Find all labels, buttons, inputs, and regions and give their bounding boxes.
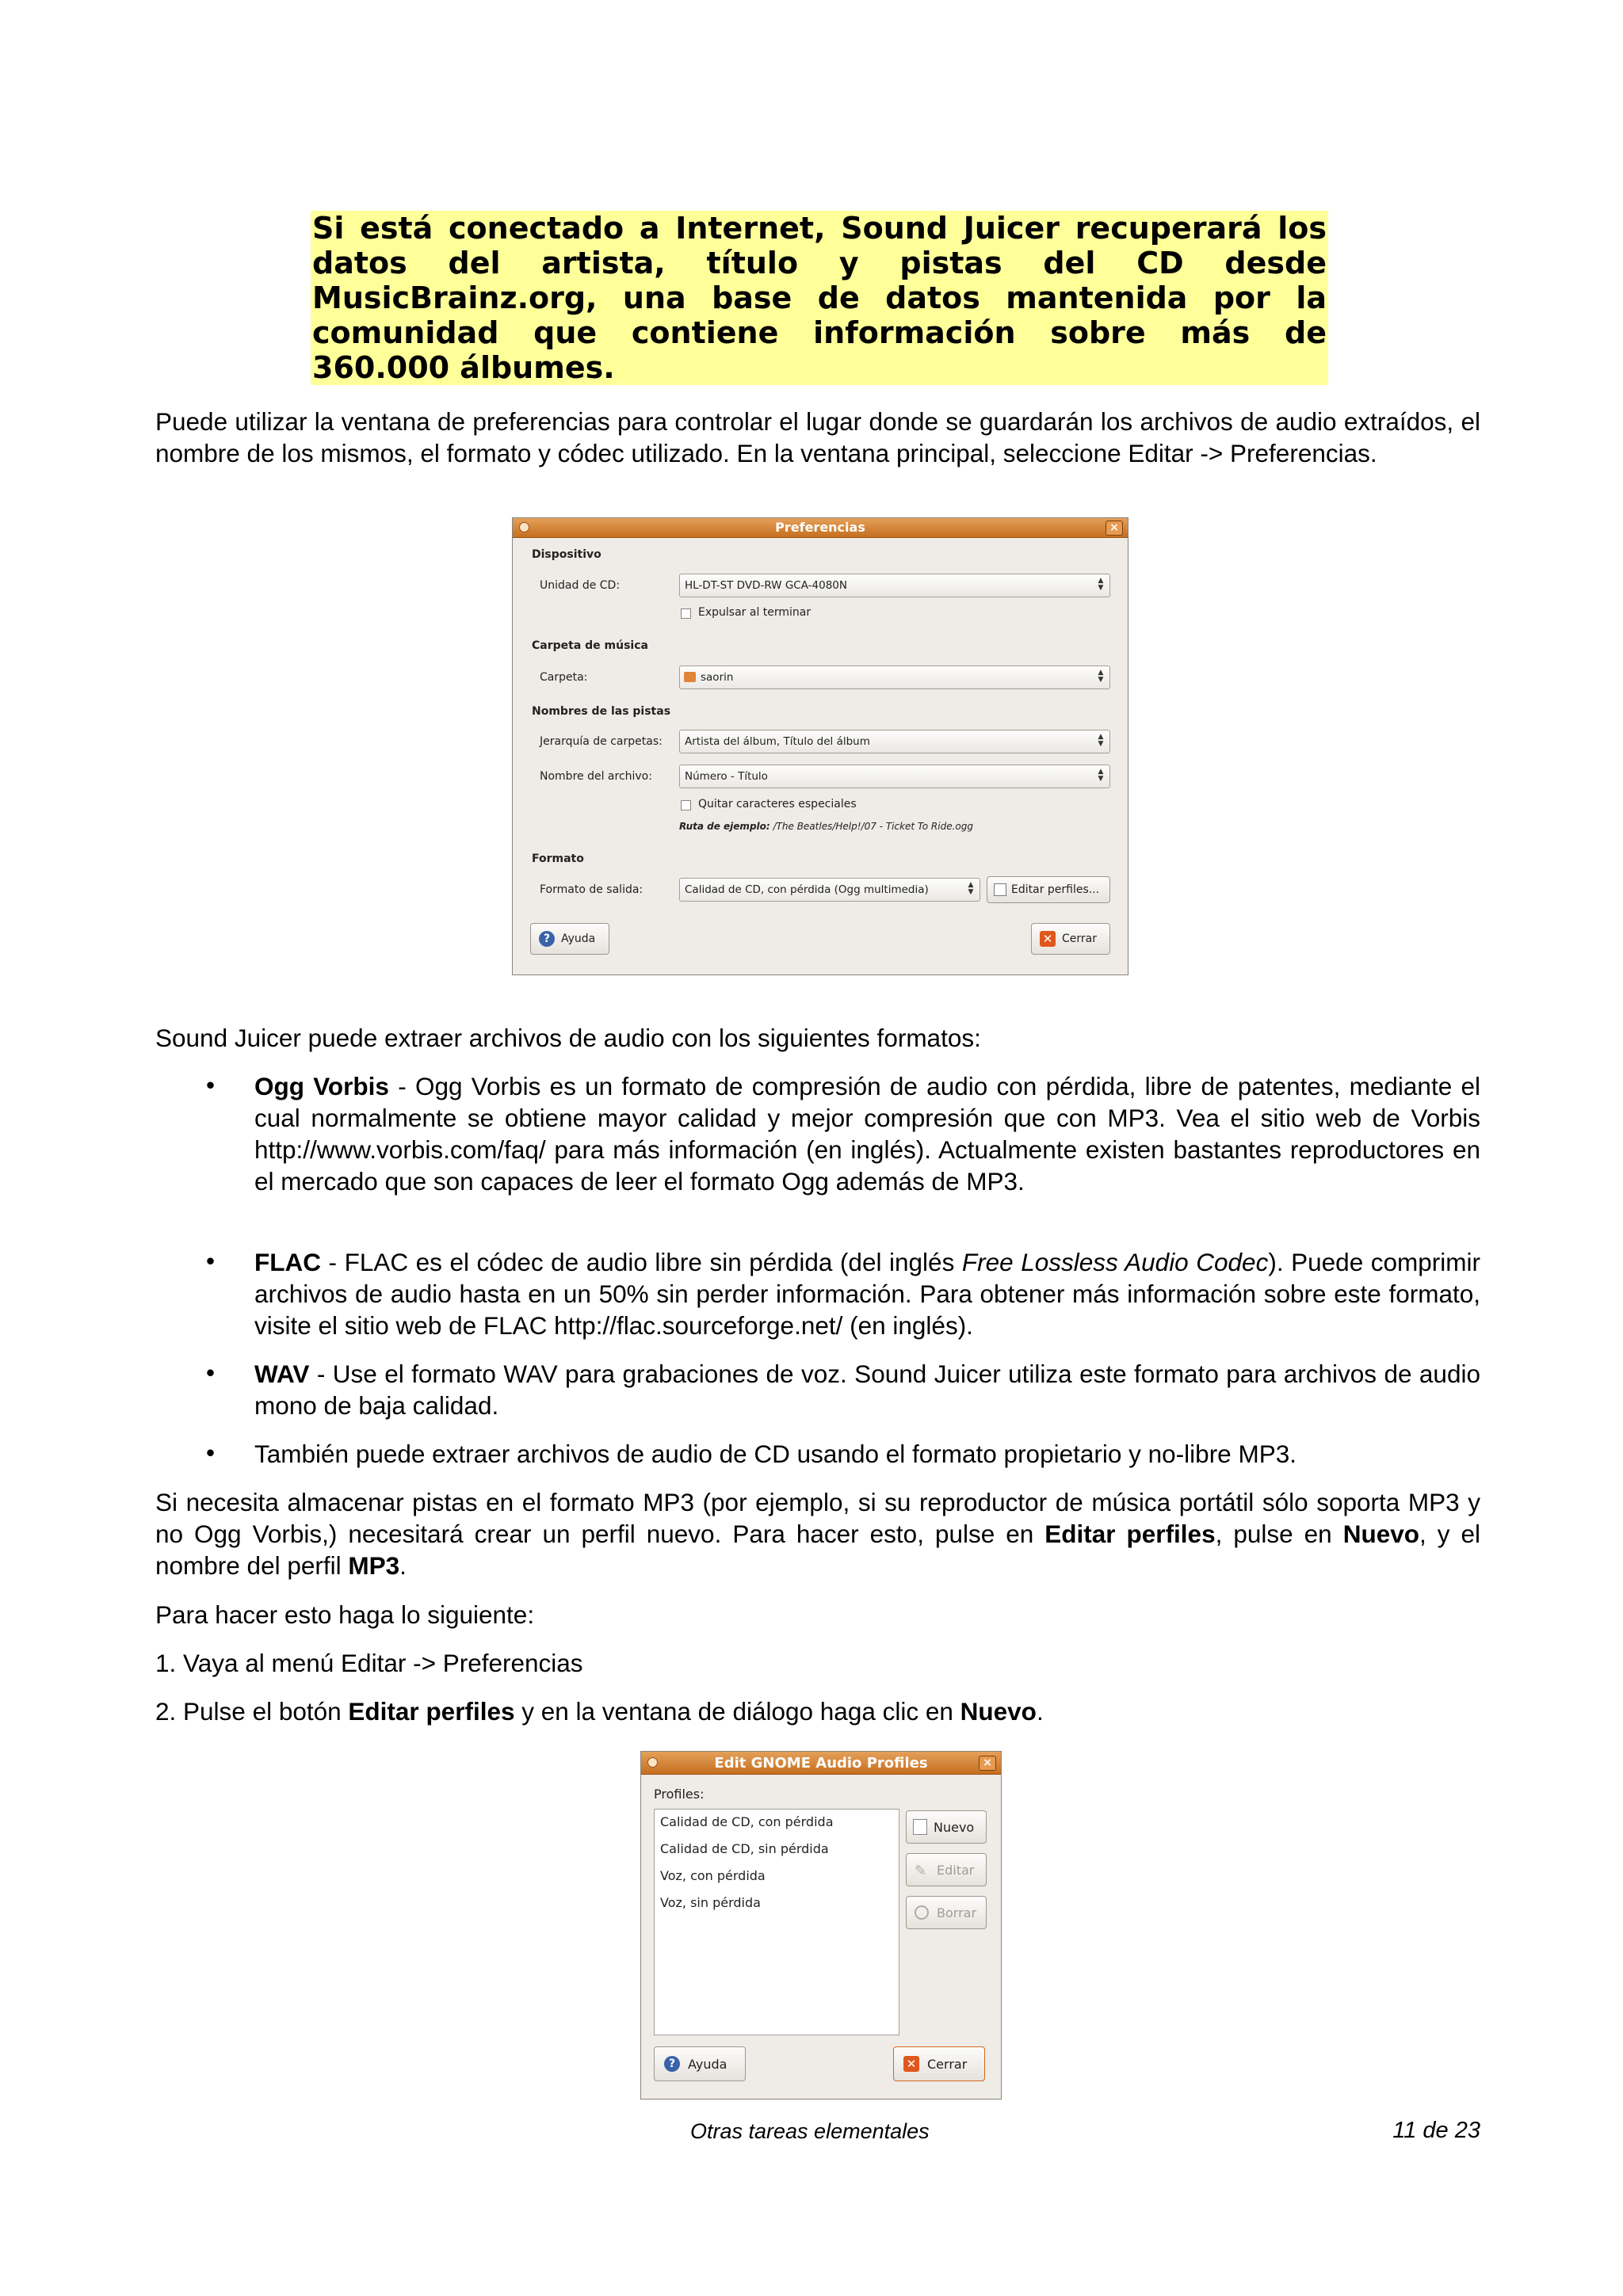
- mp3-bold-edit-profiles: Editar perfiles: [1044, 1520, 1216, 1548]
- strip-special-label: Quitar caracteres especiales: [698, 798, 857, 810]
- intro-paragraph: Puede utilizar la ventana de preferencias para controlar el lugar donde se guardarán los archivos de audio extraídos, el nombre de los mismos, el formato y códec utilizado. En la ventana principal, seleccione Editar -> Preferencias.: [155, 407, 1480, 467]
- bullet-marker: •: [206, 1438, 216, 1466]
- help-icon: ?: [539, 931, 555, 947]
- cd-drive-value: HL-DT-ST DVD-RW GCA-4080N: [685, 579, 847, 592]
- step2-text-a: 2. Pulse el botón: [155, 1697, 349, 1726]
- list-item[interactable]: Voz, sin pérdida: [660, 1895, 761, 1910]
- step2-text-e: .: [1036, 1697, 1044, 1726]
- new-label: Nuevo: [934, 1820, 975, 1835]
- bullet-marker: •: [206, 1246, 216, 1275]
- section-device: Dispositivo: [532, 548, 601, 561]
- edit-button[interactable]: [906, 1853, 987, 1886]
- step2-text-c: y en la ventana de diálogo haga clic en: [514, 1697, 960, 1726]
- formats-intro: Sound Juicer puede extraer archivos de audio con los siguientes formatos:: [155, 1024, 981, 1052]
- footer-page-number: 11 de 23: [1392, 2118, 1480, 2143]
- help-label: Ayuda: [561, 933, 596, 945]
- close-button[interactable]: [1031, 923, 1110, 955]
- combo-arrows-icon: ▲ ▼: [1098, 733, 1104, 748]
- section-music-folder: Carpeta de música: [532, 639, 648, 652]
- hierarchy-label: Jerarquía de carpetas:: [540, 735, 663, 748]
- folder-value: saorin: [701, 671, 734, 684]
- ogg-text: - Ogg Vorbis es un formato de compresión de audio con pérdida, libre de patentes, mediante el cual normalmente se obtiene mayor calidad y mejor compresión que con MP3. Vea el sitio web de Vorbis http://www.vorbis.com/faq/ para más información (en inglés). Actualmente existen bastantes reproductores en el mercado que son capaces de leer el formato Ogg además de MP3.: [254, 1072, 1480, 1196]
- profiles-titlebar: [641, 1752, 1001, 1775]
- flac-italic: Free Lossless Audio Codec: [961, 1248, 1269, 1276]
- combo-arrows-icon: ▲ ▼: [1098, 577, 1104, 592]
- filename-value: Número - Título: [685, 770, 768, 783]
- folder-combo[interactable]: [679, 666, 1110, 689]
- combo-arrows-icon: ▲ ▼: [1098, 768, 1104, 783]
- cd-drive-combo[interactable]: [679, 574, 1110, 597]
- window-close-icon[interactable]: ×: [979, 1756, 996, 1771]
- delete-button[interactable]: [906, 1896, 987, 1929]
- hierarchy-combo[interactable]: [679, 730, 1110, 753]
- help-label: Ayuda: [688, 2057, 727, 2072]
- output-format-value: Calidad de CD, con pérdida (Ogg multimedia): [685, 883, 929, 896]
- example-path-label: Ruta de ejemplo:: [679, 821, 770, 832]
- section-track-names: Nombres de las pistas: [532, 705, 671, 718]
- steps-intro: Para hacer esto haga lo siguiente:: [155, 1600, 535, 1629]
- new-button[interactable]: [906, 1810, 987, 1844]
- bullet-flac: [254, 1246, 1480, 1341]
- bullet-wav: [254, 1358, 1480, 1421]
- step-1: 1. Vaya al menú Editar -> Preferencias: [155, 1649, 583, 1677]
- delete-icon: [915, 1905, 929, 1920]
- edit-profiles-label: Editar perfiles...: [1011, 883, 1100, 896]
- close-label: Cerrar: [1062, 933, 1097, 945]
- output-format-combo[interactable]: [679, 878, 980, 902]
- output-format-label: Formato de salida:: [540, 883, 643, 896]
- flac-text-a: - FLAC es el códec de audio libre sin pérdida (del inglés: [320, 1248, 962, 1276]
- list-item[interactable]: Voz, con pérdida: [660, 1868, 766, 1883]
- step2-bold-nuevo: Nuevo: [960, 1697, 1037, 1726]
- preferences-dialog: [512, 517, 1128, 975]
- mp3-text-e: , y el nombre del perfil: [155, 1520, 1480, 1580]
- combo-arrows-icon: ▲ ▼: [1098, 669, 1104, 684]
- combo-arrows-icon: ▲ ▼: [968, 881, 974, 896]
- mp3-text-a: Si necesita almacenar pistas en el formato MP3 (por ejemplo, si su reproductor de música portátil sólo soporta MP3 y no Ogg Vorbis,) necesitará crear un perfil nuevo. Para hacer esto, pulse en: [155, 1488, 1480, 1548]
- close-label: Cerrar: [927, 2057, 968, 2072]
- bullet-ogg: [254, 1070, 1480, 1197]
- mp3-text-g: .: [399, 1551, 407, 1580]
- mp3-paragraph: [155, 1486, 1480, 1581]
- step2-bold-edit-profiles: Editar perfiles: [348, 1697, 515, 1726]
- new-document-icon: [913, 1819, 927, 1835]
- bullet-mp3: También puede extraer archivos de audio de CD usando el formato propietario y no-libre MP3.: [254, 1440, 1296, 1468]
- filename-label: Nombre del archivo:: [540, 770, 652, 783]
- flac-text-b: ). Puede comprimir archivos de audio hasta en un 50% sin perder información. Para obtener más información sobre este formato, visite el sitio web de FLAC http://flac.sourceforge.net/ (en inglés).: [254, 1248, 1481, 1340]
- preferences-titlebar: [513, 518, 1128, 538]
- list-item[interactable]: Calidad de CD, sin pérdida: [660, 1841, 829, 1856]
- bullet-marker: •: [206, 1358, 216, 1386]
- list-item[interactable]: Calidad de CD, con pérdida: [660, 1814, 834, 1829]
- highlighted-note: Si está conectado a Internet, Sound Juicer recuperará los datos del artista, título y pistas del CD desde MusicBrainz.org, una base de datos mantenida por la comunidad que contiene información sobre más de 360.000 álbumes.: [312, 211, 1327, 385]
- profiles-dialog: [640, 1751, 1002, 2100]
- wav-text: - Use el formato WAV para grabaciones de voz. Sound Juicer utiliza este formato para archivos de audio mono de baja calidad.: [254, 1360, 1480, 1420]
- edit-profiles-button[interactable]: [987, 876, 1110, 903]
- footer-title: Otras tareas elementales: [690, 2119, 930, 2143]
- filename-combo[interactable]: [679, 765, 1110, 788]
- wav-term: WAV: [254, 1360, 310, 1388]
- flac-term: FLAC: [254, 1248, 321, 1276]
- hierarchy-value: Artista del álbum, Título del álbum: [685, 735, 870, 748]
- window-close-icon[interactable]: ×: [1106, 521, 1123, 536]
- strip-special-checkbox[interactable]: [681, 800, 691, 810]
- close-button[interactable]: [893, 2046, 985, 2081]
- mp3-bold-mp3: MP3: [348, 1551, 400, 1580]
- preferences-title: Preferencias: [775, 520, 865, 535]
- profiles-title: Edit GNOME Audio Profiles: [714, 1755, 928, 1772]
- eject-checkbox[interactable]: [681, 608, 691, 619]
- profiles-label: Profiles:: [654, 1787, 705, 1802]
- help-icon: ?: [664, 2056, 680, 2072]
- ogg-term: Ogg Vorbis: [254, 1072, 389, 1100]
- mp3-text-c: , pulse en: [1215, 1520, 1343, 1548]
- bullet-marker: •: [206, 1070, 216, 1099]
- edit-icon: [994, 883, 1006, 896]
- close-icon: ✕: [1040, 931, 1056, 947]
- example-path-value: /The Beatles/Help!/07 - Ticket To Ride.ogg: [773, 821, 973, 832]
- eject-label: Expulsar al terminar: [698, 606, 812, 619]
- folder-icon: [684, 672, 696, 682]
- help-button[interactable]: [530, 923, 609, 955]
- edit-label: Editar: [937, 1863, 975, 1878]
- cd-drive-label: Unidad de CD:: [540, 579, 621, 592]
- mp3-bold-nuevo: Nuevo: [1342, 1520, 1419, 1548]
- folder-label: Carpeta:: [540, 671, 588, 684]
- profiles-list[interactable]: [654, 1809, 899, 2035]
- close-icon: ✕: [903, 2056, 919, 2072]
- section-format: Formato: [532, 852, 584, 865]
- help-button[interactable]: [654, 2046, 746, 2081]
- delete-label: Borrar: [937, 1905, 977, 1920]
- example-path: [679, 821, 973, 832]
- step-2: [155, 1695, 1480, 1727]
- edit-tools-icon: ✎: [915, 1863, 927, 1879]
